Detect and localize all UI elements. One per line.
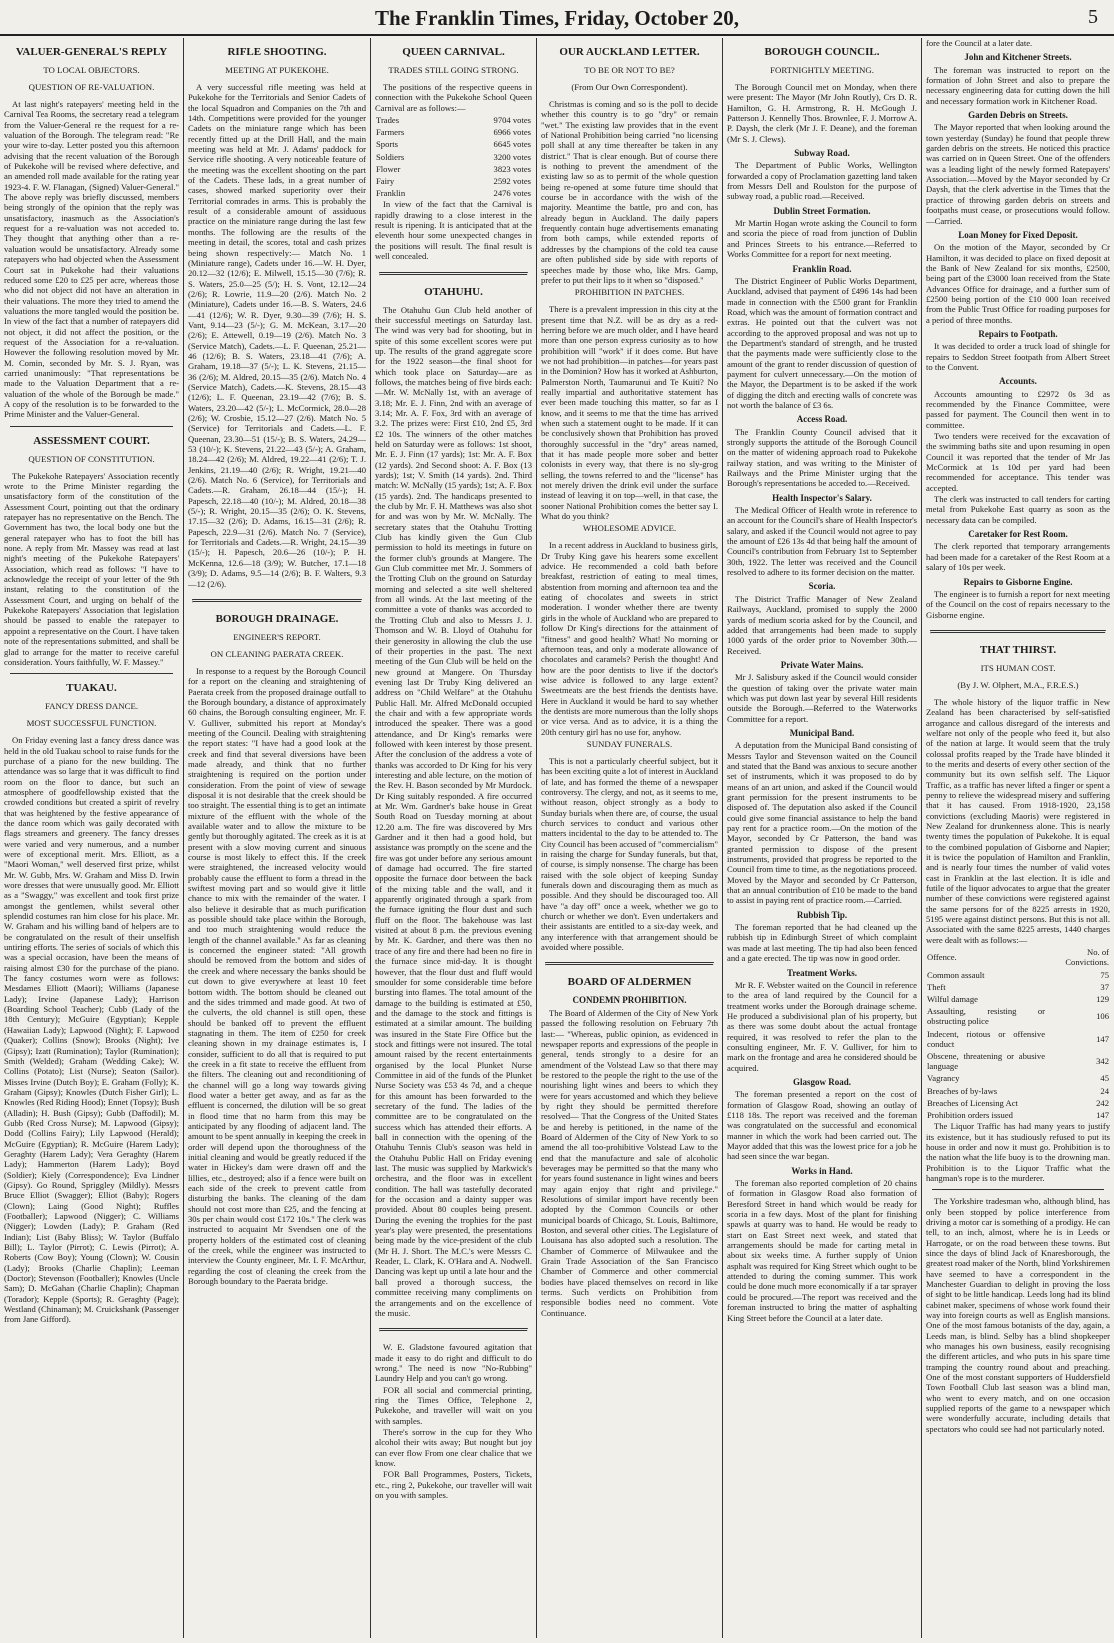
subheading: MEETING AT PUKEKOHE. xyxy=(225,65,329,75)
subheading: MOST SUCCESSFUL FUNCTION. xyxy=(26,718,157,729)
subheading: TRADES STILL GOING STRONG. xyxy=(388,65,519,75)
article-body: The whole history of the liquor traffic in New Zealand has been characterised by self-satisfied arrogance and callous disregard of the interests and welfare not only of the people who feed it, but also of the nation at large. It would seem that the truly colossal profits reaped by the Trade have blinded it to the merits and deserts of every other section of the community but its own selfish self. The Liquor Traffic, as a traffic has never lifted a finger or spent a penny to relieve the widespread misery and suffering that it has caused. From 1918-1920, 23,158 convictions (excluding Maoris) were registered in New Zealand for drunkenness alone. This is nearly twenty times the population of Pukekohe. It is equal to the combined population of Gisborne and Napier; it is twice the population of Hamilton and Franklin, and is nearly four times the number of valid votes cast in Franklin at the last election. It is idle and futile of the liquor advocates to argue that the greater number of these convictions were registered against the same persons for of the 8225 arrests in 1920, 5195 were against distinct persons. But this is not all. Associated with the same 8225 arrests, 1440 charges were dealt with as follows:— xyxy=(926,696,1110,945)
article-body: The Medical Officer of Health wrote in reference to an account for the Council's share of Health Inspector's salary, and asked if the Council would not agree to pay the amount of £26 13s 4d that being half the amount of Council's contribution from February 1st to September 30th, 1922. The letter was received and the Council resolved to adhere to its former decision on the matter. xyxy=(727,505,917,578)
article-body: Mr R. F. Webster waited on the Council in reference to the area of land required by the Council for a treatment works under the Borough drainage scheme. He produced a subdivisional plan of his property, but as there was some doubt about the actual frontage required, it was resolved to refer the plan to the consulting engineer, Mr. F. V. Gulliver, for him to mark on the frontage and area he considered should be acquired. xyxy=(727,979,917,1073)
article-body: This is not a particularly cheerful subject, but it has been exciting quite a lot of interest in Auckland of late, and has formed the theme of a newspaper controversy. The clergy, and not, as it seems to me, without reason, object strongly as a body to Sunday burials when there are, of course, the usual church services to conduct and various other matters incidental to the day to be attended to. The City Council has been accused of "commercialism" in raising the charge for Sunday funerals, but that, of course, is simply nonsense. The charge has been raised with the sole object of keeping Sunday funerals down and discouraging them as much as possible. And they should be discouraged too. All have "a day off" once a week, whether we go to church or whether we don't. Even undertakers and their assistants are entitled to a six-day week, and any interference with that arrangement should be avoided where possible. xyxy=(541,755,718,953)
section-heading: Scoria. xyxy=(808,581,836,592)
column-6 xyxy=(926,38,1110,1638)
subheading: TO LOCAL OBJECTORS. xyxy=(43,65,140,75)
article-body: The Otahuhu Gun Club held another of their successful meetings on Saturday last. The wind was very bad for shooting, but in spite of this some excellent scores were put up. The results of the grand aggregate score for the 1922 season—the final shoot for which took place on Saturday—are as follows, the matches being of five birds each:—Mr. W. McNally 1st, with an average of 3.18; Mr. E. J. Finn, 2nd with an average of 3.14; Mr. A. F. Fox, 3rd with an average of 3.2. The prizes were: First £10, 2nd £5, 3rd £2 10s. The winners of the other matches held on Saturday were as follows: 1st shoot, Mr. E. J. Finn (17 yards); 1st: Mr. A. F. Box (12 yards). 2nd Second shoot: A. F. Box (13 yards); 1st; V. Smith (14 yards). 2nd. Third match: W. McNally (15 yards); 1st; A. F. Box (15 yards). 2nd. The handicaps presented to the club by Mr. F. H. Matthews was also shot for and was won by Mr. W. McNally. The secretary states that the Otahuhu Trotting Club has kindly given the Gun Club permission to hold its meetings in future on the former club's grounds at Mangere. The Gun Club committee met Mr. J. Sommers of the Trotting Club on the ground on Saturday morning and selected a site well sheltered from all winds. At the last meeting of the committee a vote of thanks was accorded to the Trotting Club and also to Messrs J. J. Thomson and W. B. Lloyd of Otahuhu for their generosity in allowing the club the use of their properties in the past. The next meeting of the Gun Club will be held on the new ground at Mangere. On Thursday evening last Dr Truby King delivered an address on "Child Welfare" at the Otahuhu Public Hall. Mr. Alfred McDonald occupied the chair and with a few appropriate words introduced the speaker. There was a good attendance, and Dr King's remarks were followed with keen interest by those present. After the conclusion of the address a vote of thanks was accorded to Dr King for his very interesting and able lecture, on the motion of the Rev. H. Bason seconded by Mr Murdock. Dr King suitably responded. A fire occurred at Mr. Wm. Gardner's bake house in Great South Road on Tuesday morning at about 12.20 a.m. The fire was discovered by Mrs Gardner and it then had a good hold, but assistance was promptly on the scene and the fire was got under before any serious amount of damage had occurred. The fire started opposite the furnace door between the back of the mixing table and the wall, and it apparently originated through a spark from the furnace igniting the flour dust and such fluff on the floor. The bakehouse was last visited at about 8 p.m. the previous evening by Mr. K. Gardner, and there was then no trace of any fire and there had been no fire in the furnace since mid-day. It is thought however, that the flour dust and fluff would smoulder for some considerable time before bursting into flames. The total amount of the damage to the building is estimated at £50, and the damage to the stock and fittings is estimated at a similar amount. The building was insured in the State Fire Office but the stock and fittings were not insured. The total amount raised by the recent entertainments organised by the local Plunket Nurse Committee in aid of the funds of the Plunket Nurse Society was £53 4s 7d, and a cheque for this amount has been forwarded to the secretary of the fund. The ladies of the committee are to be congratulated on the success which has attended their efforts. A ball in connection with the opening of the Otahuhu Tennis Club's season was held in the Otahuhu Public Hall on Friday evening last. The music was supplied by Markwick's orchestra, and the floor was in excellent condition. The hall was tastefully decorated for the occasion and a dainty supper was provided. About 80 couples being present. During the evening the trophies for the past year's play were presented, the presentations being made by the vice-president of the club (Mr H. J. Short. The M.C.'s were Messrs C. Reader, L. Clark, K. O'Hara and A. Nodwell. Dancing was kept up until a late hour and the ball proved a thorough success, the committee receiving many compliments on the arrangements and on the excellence of the music. xyxy=(375,304,532,1318)
article-body: The foreman presented a report on the cost of formation of Glasgow Road, showing an outlay of £118 18s. The report was received and the foreman was congratulated on the successful and economical manner in which the work had been carried out. The Mayor added that this was the lowest price for a job he had seen since the war began. xyxy=(727,1089,917,1162)
article-body: The foreman was instructed to report on the formation of John Street and also to prepare the necessary engineering data for cutting down the hill and necessary formation work in Kitchener Road. xyxy=(926,64,1110,106)
article-body: The Yorkshire tradesman who, although blind, has only been stopped by police interference from driving a motor car is something of a prodigy. He can tell, to an inch, almost, where he is in Leeds or Harrogate, or on the road between these towns. But since the days of blind Jack of Knaresborough, the greatest road maker of the North, blind Yorkshiremen have seemed to have a correspondent in the Manchester Guardian to delight in proving the loss of sight to be little handicap. Leeds long had its blind cabinet maker, specimens of whose work found their way into foreign courts as well as English mansions. One of the most famous botanists of the day, again, a Leeds man, is blind. Selby has a blind shopkeeper who manages his own business, easily recognising the different articles, and who puts in his spare time tramping the country round about and preaching. One of the most constant supporters of Huddersfield Town Football Club last season was a blind man, who went to every match, and on one occasion supplied reports of the game to a newspaper which were wonderfully accurate, including details that spectators who could see had not particularly noted. xyxy=(926,1196,1110,1434)
article-body: There is a prevalent impression in this city at the present time that N.Z. will be as dry as a red-herring before we are much older, and I have heard more than one person express curiosity as to how prohibition will "work" if it does come. But have we not had prohibition—in patches—for years past in the Dominion? How has it worked at Ashburton, Palmerston North, Taumarunui and Te Kuiti? No really impartial and authoritative statement has ever been made touching this matter, so far as I know, and it seems to me that the time has arrived when such a statement ought to be made. If it can be conclusively shown that Prohibition has proved thoroughly successful in the "dry" areas named, that it has made people more sober and better colonists in every way, that there is no sly-grog selling, the towns referred to and the "license" has not merely driven the drink evil under the surface instead of leaving it on top—well, in that case, the sooner National Prohibition comes the better say I. What do you think? xyxy=(541,304,718,522)
section-heading: John and Kitchener Streets. xyxy=(964,52,1072,63)
section-heading: Repairs to Gisborne Engine. xyxy=(963,576,1073,587)
article-body: The Mayor reported that when looking around the town yesterday (Sunday) he found that people threw garden debris on the streets. He noticed this practice was carried on in Queen Street. One of the offenders was a leading light of the newly formed Ratepayers' Association.—Moved by the Mayor seconded by Cr Daysh, that the clerk advertise in the Times that the practice of throwing garden debris on streets and footpaths must cease, or prosecutions would follow.—Carried. xyxy=(926,122,1110,226)
headline-borough-council: BOROUGH COUNCIL. xyxy=(764,46,880,58)
column-3 xyxy=(375,38,532,1638)
article-body: The clerk reported that temporary arrangements had been made for a caretaker of the Rest Room at a salary of 10s per week. xyxy=(926,541,1110,573)
subheading: SUNDAY FUNERALS. xyxy=(586,738,673,749)
divider xyxy=(932,1189,1104,1190)
column-rule xyxy=(921,38,922,1638)
article-body: The Department of Public Works, Wellington forwarded a copy of Proclamation gazetting land taken from Messrs Dell and Roulston for the purpose of subway road, a public road.—Received. xyxy=(727,160,917,202)
section-heading: Rubbish Tip. xyxy=(796,909,848,920)
table-row: Indecent, riotous or offensive conduct 147 xyxy=(927,1028,1109,1049)
column-1 xyxy=(4,38,179,1638)
article-body: Mr J. Salisbury asked if the Council would consider the question of taking over the private water main which was put down last year by several Hill residents outside the Borough.—Referred to the Waterworks Committee for a report. xyxy=(727,672,917,724)
subheading: ENGINEER'S REPORT. xyxy=(233,631,321,642)
article-body: Two tenders were received for the excavation of the swimming baths site and upon resuming in open Council it was reported that the tender of Mr Jas McCormick at 1s 10d per yard had been recommended for acceptance. This tender was accepted. xyxy=(926,431,1110,493)
section-heading: Caretaker for Rest Room. xyxy=(968,529,1068,540)
headline-queen-carnival: QUEEN CARNIVAL. xyxy=(402,46,505,58)
headline-board-of-aldermen: BOARD OF ALDERMEN xyxy=(567,976,692,989)
section-heading: Access Road. xyxy=(796,414,848,425)
column-rule xyxy=(536,38,537,1638)
article-body: At last night's ratepayers' meeting held in the Carnival Tea Rooms, the secretary read a telegram from the Valuer-General re the request for a re-valuation of the Borough. The telegram read: "Re your wire to-day. Letter posted you this afternoon advising that the recent valuation of the Borough of Pukekohe will be revised where defective, and an amended roll made available for the rating year 1923-4. F. W. Flanagan, (Signed) Valuer-General." The above reply was briefly discussed, members being strongly of the opinion that the reply was unsatisfactory, inasmuch as the Association's request for a re-valuation was not acceded to. They thought that anything other than a re-valuation would be unsatisfactory. Already some ratepayers who had objected when the Assessment Court sat in Pukekohe had their valuations reduced some £20 to £25 per acre, whereas those who did not object did not have an alteration in their valuations. The more they tried to amend the valuations the more tangled would the position be. In view of the fact that a number of ratepayers did not object, it did not affect the position, or the request of the Association for a re-valuation. However the following resolution moved by Mr. M. Comin, seconded by Mr. S. J. Ryan, was carried unanimously: "That representations be made to the Valuation Department that a re-valuation of the whole of the Borough be made." A copy of the resolution is to be forwarded to the Prime Minister and the Valuer-General. xyxy=(4,99,179,420)
table-row: Common assault 75 xyxy=(927,969,1109,980)
table-row: Soldiers 3200 votes xyxy=(376,151,531,162)
table-row: Prohibition orders issued 147 xyxy=(927,1109,1109,1120)
article-body: On the motion of the Mayor, seconded by Cr Hamilton, it was decided to place on fixed deposit at the Bank of New Zealand for six months, £2500, being part of the £3000 loan received from the State Advances Office for drainage, and a further sum of £2500 being portion of the £10 000 loan received from the Public Trust Office for roading purposes for a period of three months. xyxy=(926,242,1110,325)
article-body: In response to a request by the Borough Council for a report on the cleaning and straightening of Paerata creek from the proposed drainage outfall to the Borough boundary, a distance of approximately 60 chains, the Borough consulting engineer, Mr. F. V. Gulliver, submitted his report at Monday's meeting of the Council. Dealing with straightening the report states: "I have had a good look at the creek and find that several diversions have been made already, and think that no further straightening is required on the portion under consideration. From the point of view of sewage disposal it is not desirable that the creek should be too straight. The essential thing is to get an intimate mixture of the effluent with the whole of the available water and to allow the mixture to be gently but thoroughly agitated. The creek as it is at present with a slow moving current and sinuous course is most likely to effect this. If the creek were straightened, the increased velocity would probably cause the effluent to form a thread in the swiftest moving part and so would give it little chance to mix with the remainder of the water. I also believe it desirable that as much purification as possible should take place within the Borough, and too much straightening would reduce the length of the channel available." As far as cleaning is concerned the engineer stated: "All growth should be removed from the bottom and sides of the creek and where necessary the banks should be cut down to give everywhere at least 10 feet bottom width. The bottom should be cleaned out and the sides trimmed and made good. At two of the culverts, the old channel is still open, these should be banked off to prevent the effluent stagnating in them. The item of £250 for creek cleaning shown in my drainage estimates is, I consider, sufficient to do all that is required to put the creek in a fit state to receive the effluent from the filters. The cleaning out and reconditioning of the channel will go a long way towards giving flood water a better get away, and as far as the effluent is concerned, the dilution will be so great in flood time that no harm from this may be anticipated by any flooding of adjacent land. The amount to be spent annually in keeping the creek in order will depend upon the thoroughness of the initial cleaning and would be greatly reduced if the water in Hickey's dam were drawn off and the lillies, etc., destroyed; also if a fence were built on each side of the creek to prevent cattle from disturbing the banks. The cleaning of the dam should not cost more than £25, and the fencing at 30s per chain would cost £172 10s." The clerk was instructed to acquaint Mr Svendsen one of the property holders of the estimated cost of cleaning of the creek, while the engineer was instructed to interview the County engineer, Mr. I. F. McArthur, regarding the cost of cleaning the creek from the Borough boundary to the Paerata bridge. xyxy=(188,665,366,1287)
table-row: Breaches of Licensing Act 242 xyxy=(927,1097,1109,1108)
section-heading: Repairs to Footpath. xyxy=(978,328,1058,339)
table-row: Franklin 2476 votes xyxy=(376,188,531,199)
column-rule xyxy=(370,38,371,1638)
newspaper-title: The Franklin Times, Friday, October 20, xyxy=(374,6,740,30)
table-row: Farmers 6966 votes xyxy=(376,127,531,138)
divider xyxy=(192,599,362,603)
article-body: The District Engineer of Public Works Department, Auckland, advised that payment of £496 14s had been made in connection with the £500 grant for Franklin Road, which was the amount of formation contract and extras. He pointed out that the culvert was not according to the approved proposal and was not up to the Department's standard of strength, and he trusted that the payments made were sufficiently close to the amount of the grant to render discussion of question of payment for culvert unnecessary.—On the motion of the Mayor, the Department is to be asked if the work of digging the ditch and erecting walls of concrete was not worth the balance of £3 6s. xyxy=(727,275,917,410)
section-heading: Subway Road. xyxy=(794,148,850,159)
section-heading: Treatment Works. xyxy=(787,967,857,978)
divider xyxy=(10,673,173,674)
article-body: In a recent address in Auckland to business girls, Dr Truby King gave his hearers some excellent advice. He recommended a cold bath before breakfast, restriction of eating to meal times, abstention from morning and afternoon tea and the eating of chocolates and sweets in strict moderation. I wonder whether there are twenty girls in the whole of Auckland who are prepared to follow Dr King's directions for the attainment of "fitness" and good health? What! No morning or afternoon teas, and only a moderate allowance of chocolates and caramels? Perish the thought! And how are the poor dentists to live if the doctor's wise advice is followed to any large extent? Sweetmeats are the best friends the dentists have. Here in Auckland it would be hard to say whether the dentists are more numerous than the lolly shops or vice versa. And as to advice, it is a thing the 20th century girl has no use for, anyhow. xyxy=(541,540,718,737)
table-row: Breaches of by-laws 24 xyxy=(927,1085,1109,1096)
page-number: 5 xyxy=(1088,6,1098,28)
column-4 xyxy=(541,38,718,1638)
section-heading: Loan Money for Fixed Deposit. xyxy=(958,229,1078,240)
subheading: CONDEMN PROHIBITION. xyxy=(572,995,687,1006)
article-body: It was decided to order a truck load of shingle for repairs to Seddon Street footpath from Albert Street to the Convent. xyxy=(926,341,1110,372)
headline-tuakau: TUAKAU. xyxy=(66,682,117,695)
section-heading: Municipal Band. xyxy=(789,727,855,738)
convictions-table xyxy=(926,946,1110,1121)
divider xyxy=(930,630,1106,634)
advertisement: W. E. Gladstone favoured agitation that made it easy to do right and difficult to do wrong." The need is now "No-Rubbing" Laundry Help and you can't go wrong. xyxy=(375,1342,532,1384)
article-body: A deputation from the Municipal Band consisting of Messrs Taylor and Stevenson waited on the Council and stated that the Band was anxious to secure another set of instruments, which it was proposed to do by means of an art union, and asked if the Council would grant permission for the present instruments to be disposed of. The deputation also asked if the Council could give some financial assistance to help the band pay rent for a practice room.—On the motion of the Mayor, seconded by Cr Patterson, the band was granted permission to dispose of the present instruments, provided that progress be reported to the Council from time to time, as the negotiations proceed. Moved by the Mayor and seconded by Cr Patterson, that an annual contribution of £10 be made to the band to assist in paying rent of practice room.—Carried. xyxy=(727,740,917,906)
section-heading: Dublin Street Formation. xyxy=(773,205,871,216)
votes-table xyxy=(375,114,532,199)
article-body: The foreman reported that he had cleaned up the rubbish tip in Edinburgh Street of which complaint was made at last meeting. The tip had also been fenced and a gate erected. The tip was now in good order. xyxy=(727,922,917,964)
column-5 xyxy=(727,38,917,1638)
subheading: ITS HUMAN COST. xyxy=(980,662,1056,673)
headline-rifle-shooting: RIFLE SHOOTING. xyxy=(227,46,327,58)
subheading: QUESTION OF CONSTITUTION. xyxy=(28,453,155,464)
divider xyxy=(379,272,528,276)
subheading: PROHIBITION IN PATCHES. xyxy=(574,287,685,298)
table-row: Obscene, threatening or abusive language 342 xyxy=(927,1050,1109,1072)
table-row: Fairy 2592 votes xyxy=(376,176,531,187)
advertisement: FOR all social and commercial printing, ring the Times Office, Telephone 2, Pukekohe, and traveller will wait on you with samples. xyxy=(375,1384,532,1426)
advertisement: FOR Ball Programmes, Posters, Tickets, etc., ring 2, Pukekohe, our traveller will wait on you with samples. xyxy=(375,1469,532,1501)
table-header: Offence. No. of Convictions. xyxy=(927,947,1109,968)
article-body: A very successful rifle meeting was held at Pukekohe for the Territorials and Senior Cadets of the local Squadron and Companies on the 7th and 14th. Competitions were provided for the younger Cadets on the miniature range which has been recently fitted up at the Drill Hall, and the main meeting was held at Mr. J. Adams' paddock for Service rifle shooting. A very noticeable feature of the meeting was the excellent shooting on the part of the Cadets. These lads, in a great number of cases, showed marked superiority over their Territorial comrades in arms. This is probably the result of a considerable amount of assiduous practice on the miniature range during the last few months. The following are the results of the meeting in detail, the scores, total and cash prizes being shown respectively:— Match No. 1 (Miniature range), Cadets under 16.—W. H. Dyer, 20.12—32 (12/6); E. Milwell, 15.15—30 (7/6); R. S. Waters, 25.0—25 (5/); H. S. Vont, 12.12—24 (2/6); R. Lowrie, 11.9—20 (2/6). Match No. 2 (Miniature), Cadets under 16.—B. S. Waters, 24.6—41 (12/6); W. R. Dyer, 9.30—39 (7/6); H. S. Vant, 9.14—23 (5/-); G. M. McKean, 3.17—20 (2/6); E. Attewell, 0.19—19 (2/6). Match No. 3 (Service Match), Cadets.—L. F. Queenan, 25.21—46 (12/6); B. S. Waters, 23.18—41 (7/6); A. Graham, 19.18—37 (5/-); L. K. Stevens, 21.15—36 (2/6); M. Aldred, 20.15—35 (2/6). Match No. 4 (Service Match), Cadets.—K. Stevens, 28.15—43 (12/6); L. F. Queenan, 23.19—42 (7/6); B. S. Waters, 23.20—42 (5/-); L. McCormick, 28.0—28 (2/6); W. Crosbie, 15.12—27 (2/6). Match No. 5 (Service) for Territorials and Cadets.—L. F. Queenan, 23.30—51 (15/-); B. S. Waters, 24.29—53 (10/-); K. Stevens, 21.22—43 (5/-); A. Graham, 18.24—42 (2/6); M. Aldred, 19.22—41 (2/6); T. J. Jenkins, 21.19—40 (2/6); R. Wright, 19.21—40 (2/6). Match No. 6 (Service), for Territorials and Cadets.—R. Graham, 26.18—44 (15/-); H. Papesch, 22.18—40 (10/-); M. Aldred, 20.18—38 (5/-); R. Wright, 20.15—35 (2/6); O. K. Stevens, 17.15—32 (2/6); D. Adams, 16.15—31 (2/6); R. Papesch, 22.9—31 (2/6). Match No. 7 (Service), for Territorials and Cadets.—R. Wright, 24.15—39 (15/-); H. Papesch, 20.6—26 (10/-); P. H. McKenna, 12.6—18 (3/9); W. Butcher, 17.1—18 (3/9); D. Adams, 9.5—14 (2/6); B. F. Walters, 9.3—12 (2/6). xyxy=(188,82,366,589)
table-row: Wilful damage 129 xyxy=(927,993,1109,1004)
article-body: The engineer is to furnish a report for next meeting of the Council on the cost of repairs necessary to the Gisborne engine. xyxy=(926,588,1110,620)
table-row: Assaulting, resisting or obstructing police 106 xyxy=(927,1006,1109,1027)
headline-otahuhu: OTAHUHU. xyxy=(424,285,483,298)
divider xyxy=(10,426,173,427)
column-rule xyxy=(183,38,184,1638)
divider xyxy=(379,1328,528,1332)
headline-auckland-letter: OUR AUCKLAND LETTER. xyxy=(559,46,700,58)
section-heading: Glasgow Road. xyxy=(792,1076,851,1087)
section-heading: Private Water Mains. xyxy=(780,659,864,670)
section-heading: Accounts. xyxy=(999,376,1037,387)
byline: (By J. W. Olphert, M.A., F.R.E.S.) xyxy=(957,679,1079,690)
table-row: Trades 9704 votes xyxy=(376,115,531,126)
table-row: Theft 37 xyxy=(927,981,1109,992)
article-body: In view of the fact that the Carnival is rapidly drawing to a close interest in the result is ripening. It is anticipated that at the eleventh hour some unexpected changes in the positions will result. The final result is well concealed. xyxy=(375,199,532,262)
subheading: FANCY DRESS DANCE. xyxy=(44,701,139,712)
article-body: The Liquor Traffic has had many years to justify its existence, but it has studiously refused to put its house in order and now it must go. Prohibition is to the nation what the life buoy is to the drowning man. Prohibition is to the Liquor Traffic what the hangman's rope is to the murderer. xyxy=(926,1121,1110,1183)
article-body: The foreman also reported completion of 20 chains of formation in Glasgow Road also formation of Beresford Street in hand which would be ready for scoria in a few days. Most of the plant for finishing spawls at quarry was to hand. He would be ready to start on East Street next week, and stated that arrangements should be made for carting metal in about six weeks time. A further supply of Union asphalt was required for King Street which ought to be attended to during the coming summer. This work could be done much more economically if a tar sprayer could be procured.—The report was received and the foreman instructed to bring the matter of asphalting King Street before the Council at a later date. xyxy=(727,1178,917,1323)
article-body: The District Traffic Manager of New Zealand Railways, Auckland, promised to supply the 2000 yards of medium scoria asked for by the Council, and added that arrangements had been made to supply 1000 yards of the order prior to November 30th.—Received. xyxy=(727,593,917,656)
article-body: The positions of the respective queens in connection with the Pukekohe School Queen Carnival are as follows:— xyxy=(375,82,532,113)
article-body: fore the Council at a later date. xyxy=(926,38,1033,48)
subheading: FORTNIGHTLY MEETING. xyxy=(770,65,874,75)
divider xyxy=(545,962,714,966)
section-heading: Works in Hand. xyxy=(791,1165,853,1176)
table-row: Vagrancy 45 xyxy=(927,1073,1109,1084)
subheading: QUESTION OF RE-VALUATION. xyxy=(28,82,155,92)
section-heading: Health Inspector's Salary. xyxy=(772,492,872,503)
subheading: WHOLESOME ADVICE. xyxy=(582,523,677,534)
subheading: (From Our Own Correspondent). xyxy=(571,82,688,92)
headline-valuer-general: VALUER-GENERAL'S REPLY xyxy=(15,46,168,58)
table-row: Sports 6645 votes xyxy=(376,139,531,150)
subheading: ON CLEANING PAERATA CREEK. xyxy=(210,648,344,659)
headline-that-thirst: THAT THIRST. xyxy=(979,643,1057,656)
section-heading: Garden Debris on Streets. xyxy=(968,110,1068,121)
article-body: The clerk was instructed to call tenders for carting metal from Pukekohe East quarry as soon as the necessary data can be compiled. xyxy=(926,494,1110,525)
table-row: Flower 3823 votes xyxy=(376,163,531,174)
article-body: On Friday evening last a fancy dress dance was held in the old Tuakau school to raise funds for the purchase of a piano for the new building. The attendance was so large that it was difficult to find room on the floor to dance, but such an atmosphere of goodfellowship existed that the crowded conditions but created a spirit of revelry that was heightened by the festive appearance of the dance room which was gaily decorated with flags streamers and greenery. The fancy dresses were varied and very numerous, and a number were of exceptional merit. Mrs. Elliott, as a "Maori Woman," well deserved first prize, whilst Mr. W. Gubb, Mrs. W. Graham and Miss D. Irwin wore dresses that were unusually good. Mr. Elliott as a "Swaggy," was excellent and took first prize amongst the gentlemen, whilst several other splendid costumes ran him close for his place. Mr. W. Graham and his willing band of helpers are to be congratulated on the result of their unselfish untiring efforts. The series of socials of which this was a special occasion, have been the means of raising almost £30 for the purchase of the piano. The fancy costumes worn were as follows: Mesdames Elliott (Maori); Williams (Japanese Lady); Irvine (Japanese Lady); Harrison (Boarding School Teacher); Cubb (Lady of the 18th Century); McGuire (Egyptian); Kepple (Hawaiian Lady); Lapwood (Night); F. Lapwood (Quaker); Collins (Snow); Brooks (Night); Ive (Gipsy); Izatt (Rumination); Taylor (Rumination); Smith (Welded); Graham (Wedding Cake); W. Collins (Potato); List (Nurse); Seaton (Sailor). Misses Irvine (Dutch Boy); E. Graham (Folly); K. Graham (Gipsy); Knowles (Dutch Fisher Girl); L. Knowles (Red Riding Hood); Ennet (Topsy); Bush (Alladin); H. Bush (Gipsy); Gubb (Daffodil); M. Gubb (Red Cross Nurse); M. Lapwood (Gipsy); Dodd (Collins Fairy); Lily Lapwood (Herald); McGuire (Egyptian); R. McGuire (Harem Lady); Geraghty (Harem Lady); Vera Geraghty (Harem Lady); Hammerton (Harem Lady); Boyd (Soldier); Kiely (Correspondence); Eva Lindner (Gipsy). Go Round, Spriggley (Mildly). Messrs Bruce Elliot (Swagger); Elliot (Baby); Rogers (Clown); Laing (Good Night); Ruffles (Footballer); Lapwood (Nigger); C. Williams (Nigger); Lowden (Lady); P. Graham (Red Indian); List (Baby Bliss); W. Taylor (Buffalo Bill); L. Taylor (Pirrot); C. Lewis (Pirrot); A. Roberts (Cow Boy); Young (Clown); W. Cousin (Lady); Brooks (Charlie Chaplin); Leeman (Doctor); Stevenson (Footballer); Knowles (Uncle Sam); D. McGahan (Charlie Chaplin); Chapman (Torador); Kepple (Sports); R. Geraghty (Page); Westland (Chinaman); M. Cruickshank (Passenger from Jane Gifford). xyxy=(4,735,179,1325)
advertisement: There's sorrow in the cup for they Who alcohol their wits away; But nought but joy can ever flow From one clear chalice that we know. xyxy=(375,1426,532,1468)
article-body: The Board of Aldermen of the City of New York passed the following resolution on February 7th last:— "Whereas, public opinion, as evidenced in newspaper reports and expressions of the people in general, tends strongly to a desire for an amendment of the Volstead Law so that there may be restored to the people the right to the use of the nourishing light wines and beers to which they were for years accustomed and which they believe by right they should be permitted therefore resolved— That the Congress of the United States be and hereby is petitioned, in the name of the Board of Aldermen of the City of New York to so amend the all too-prohibitive Volstead Law to the end that the manufacture and sale of alcoholic beverages may be permitted so that the many who for years found sustenance in light wines and beers may again enjoy that right and privilege." Resolutions of similar import have recently been adopted by the Common Councils or other municipal boards of Chicago, St. Louis, Baltimore, Boston, and several other cities. The Legislature of Louisana has also adopted such a resolution. The Chamber of Commerce of Milwaukee and the Grain Trade Association of the San Francisco Chamber of Commerce and other commercial bodies have placed themselves on record in like terms. Such verdicts on Prohibition from responsible bodies need no comment. Vote Continuance. xyxy=(541,1007,718,1318)
article-body: Accounts amounting to £2972 0s 3d as recommended by the Finance Committee, were passed for payment. The Council then went in to committee. xyxy=(926,388,1110,430)
column-rule xyxy=(722,38,723,1638)
article-body: The Franklin County Council advised that it strongly supports the attitude of the Borough Council on the matter of widening approach road to Pukekohe railway station, and was writing to the Minister of Railways and the Prime Minister urging that the Borough's representations be acceded to.—Received. xyxy=(727,426,917,489)
article-body: The Pukekohe Ratepayers' Association recently wrote to the Prime Minister regarding the unsatisfactory form of the constitution of the Assessment Court, pointing out that the ordinary ratepayer has no representative on the Bench. The Government has two, the local body one but the general ratepayer who has to foot the bill has none. A reply from Mr. Massey was read at last night's meeting of the Pukekohe Ratepayers' Association, which read as follows: "I have to acknowledge the receipt of your letter of the 9th instant, relating to the constitution of the Assessment Court, and urging on behalf of the Pukekohe Ratepayers' Association that legislation should be passed to enable the ratepayer to appoint a representative on the Court. I have taken note of the representations submitted, and shall be glad to arrange for the matter to receive careful consideration. Yours faithfully, W. F. Massey." xyxy=(4,470,179,667)
article-body: Mr Martin Hogan wrote asking the Council to form and scoria the piece of road from junction of Dublin and Princes Streets to his entrance.—Referred to Works Committee for a report for next meeting. xyxy=(727,218,917,260)
section-heading: Franklin Road. xyxy=(792,263,852,274)
headline-borough-drainage: BOROUGH DRAINAGE. xyxy=(215,612,339,625)
column-2 xyxy=(188,38,366,1638)
article-body: Christmas is coming and so is the poll to decide whether this country is to go "dry" or remain "wet." The existing law provides that in the event of National Prohibition being carried "no licensing poll shall at any time thereafter be taken in any district." That is clear enough. But of course there is nothing to prevent the amendment of the existing law so as to permit of the whole question being re-opened at some future time should that course be in accordance with the wish of the majority. Meantime the battle, pro and con, has already begun in Auckland. The daily papers frequently contain huge advertisements emanating from both camps, while extended reports of addresses by the champions of the cold tea cause are often published side by side with reports of speeches made by those who, like Mrs. Gamp, prefer to put their lips to it when so "disposed." xyxy=(541,99,718,285)
article-body: The Borough Council met on Monday, when there were present: The Mayor (Mr John Routly), Crs D. R. Hamilton, G. H. Armstrong, R. H. McGough J. Patterson J. Kennelly Thos. Brownlee, F. J. Morrow A. P. Daysh, the clerk (Mr J. F. Deane), and the foreman (Mr S. J. Clews). xyxy=(727,82,917,144)
subheading: TO BE OR NOT TO BE? xyxy=(584,65,675,75)
masthead xyxy=(0,0,1114,36)
headline-assessment-court: ASSESSMENT COURT. xyxy=(33,434,150,447)
